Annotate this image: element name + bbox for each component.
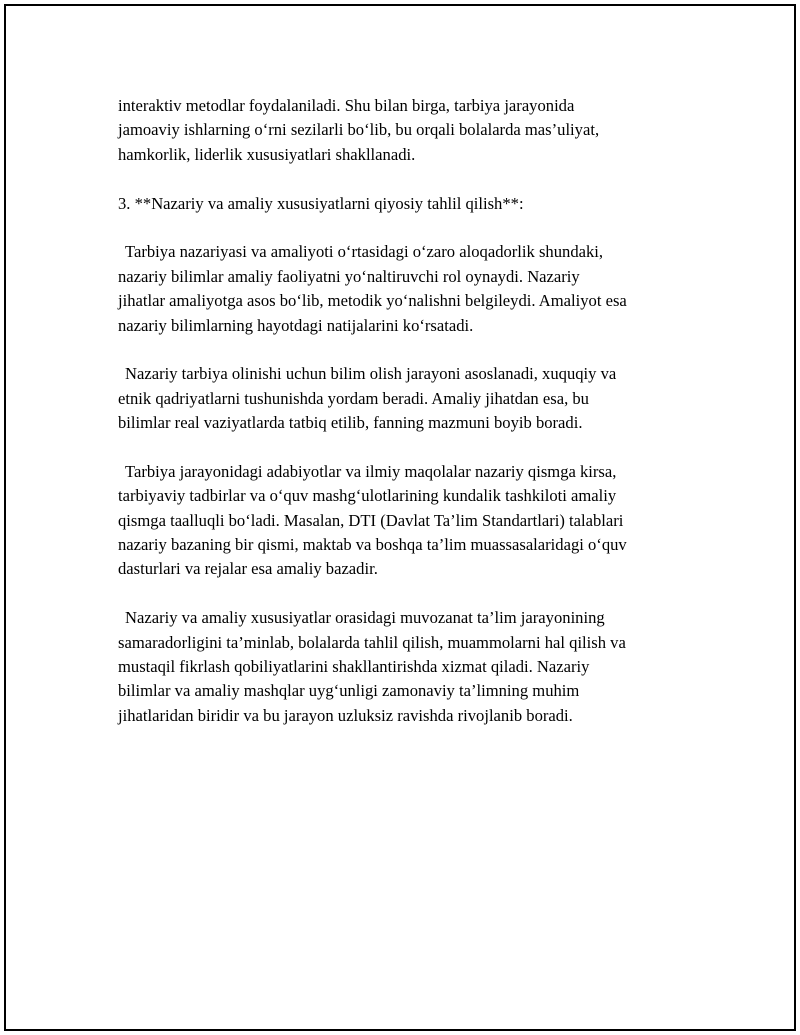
text-line: bilimlar va amaliy mashqlar uyg‘unligi zamonaviy ta’limning muhim bbox=[118, 681, 580, 701]
text-line: qismga taalluqli bo‘ladi. Masalan, DTI (Davlat Ta’lim Standartlari) talablari bbox=[118, 510, 624, 530]
paragraph-balance bbox=[118, 606, 698, 728]
text-line: Tarbiya jarayonidagi adabiyotlar va ilmiy maqolalar nazariy qismga kirsa, bbox=[125, 461, 617, 481]
text-line: tarbiyaviy tadbirlar va o‘quv mashg‘ulotlarining kundalik tashkiloti amaliy bbox=[118, 486, 617, 506]
paragraph-gap bbox=[118, 435, 698, 459]
text-line: bilimlar real vaziyatlarda tatbiq etilib, fanning mazmuni boyib boradi. bbox=[118, 413, 583, 433]
text-line: jihatlar amaliyotga asos bo‘lib, metodik yo‘nalishni belgileydi. Amaliyot esa bbox=[118, 291, 627, 311]
text-line: samaradorligini ta’minlab, bolalarda tahlil qilish, muammolarni hal qilish va bbox=[118, 632, 626, 652]
paragraph-theory-practice bbox=[118, 240, 698, 338]
text-line: dasturlari va rejalar esa amaliy bazadir. bbox=[118, 559, 378, 579]
text-line: nazariy bazaning bir qismi, maktab va boshqa ta’lim muassasalaridagi o‘quv bbox=[118, 535, 627, 555]
text-line: nazariy bilimlar amaliy faoliyatni yo‘naltiruvchi rol oynaydi. Nazariy bbox=[118, 266, 580, 286]
text-line: jamoaviy ishlarning o‘rni sezilarli bo‘lib, bu orqali bolalarda mas’uliyat, bbox=[118, 120, 600, 140]
text-line: Tarbiya nazariyasi va amaliyoti o‘rtasidagi o‘zaro aloqadorlik shundaki, bbox=[125, 242, 604, 262]
paragraph-gap bbox=[118, 338, 698, 362]
paragraph-intro bbox=[118, 94, 698, 167]
paragraph-gap bbox=[118, 167, 698, 191]
text-line: nazariy bilimlarning hayotdagi natijalarini ko‘rsatadi. bbox=[118, 315, 474, 335]
paragraph-gap bbox=[118, 216, 698, 240]
text-line: Nazariy tarbiya olinishi uchun bilim olish jarayoni asoslanadi, xuquqiy va bbox=[125, 364, 617, 384]
text-line: interaktiv metodlar foydalaniladi. Shu bilan birga, tarbiya jarayonida bbox=[118, 96, 575, 115]
paragraph-literature bbox=[118, 460, 698, 582]
text-line: Nazariy va amaliy xususiyatlar orasidagi muvozanat ta’lim jarayonining bbox=[125, 608, 605, 628]
heading-line: 3. **Nazariy va amaliy xususiyatlarni qiyosiy tahlil qilish**: bbox=[118, 193, 524, 213]
page-frame bbox=[4, 4, 796, 1031]
paragraph-gap bbox=[118, 582, 698, 606]
text-line: mustaqil fikrlash qobiliyatlarini shakllantirishda xizmat qiladi. Nazariy bbox=[118, 656, 590, 676]
text-line: jihatlaridan biridir va bu jarayon uzluksiz ravishda rivojlanib boradi. bbox=[118, 705, 573, 725]
paragraph-theoretical-education bbox=[118, 362, 698, 435]
text-line: etnik qadriyatlarni tushunishda yordam beradi. Amaliy jihatdan esa, bu bbox=[118, 388, 589, 408]
document-body bbox=[118, 94, 698, 728]
text-line: hamkorlik, liderlik xususiyatlari shakllanadi. bbox=[118, 144, 416, 164]
section-heading bbox=[118, 192, 698, 216]
